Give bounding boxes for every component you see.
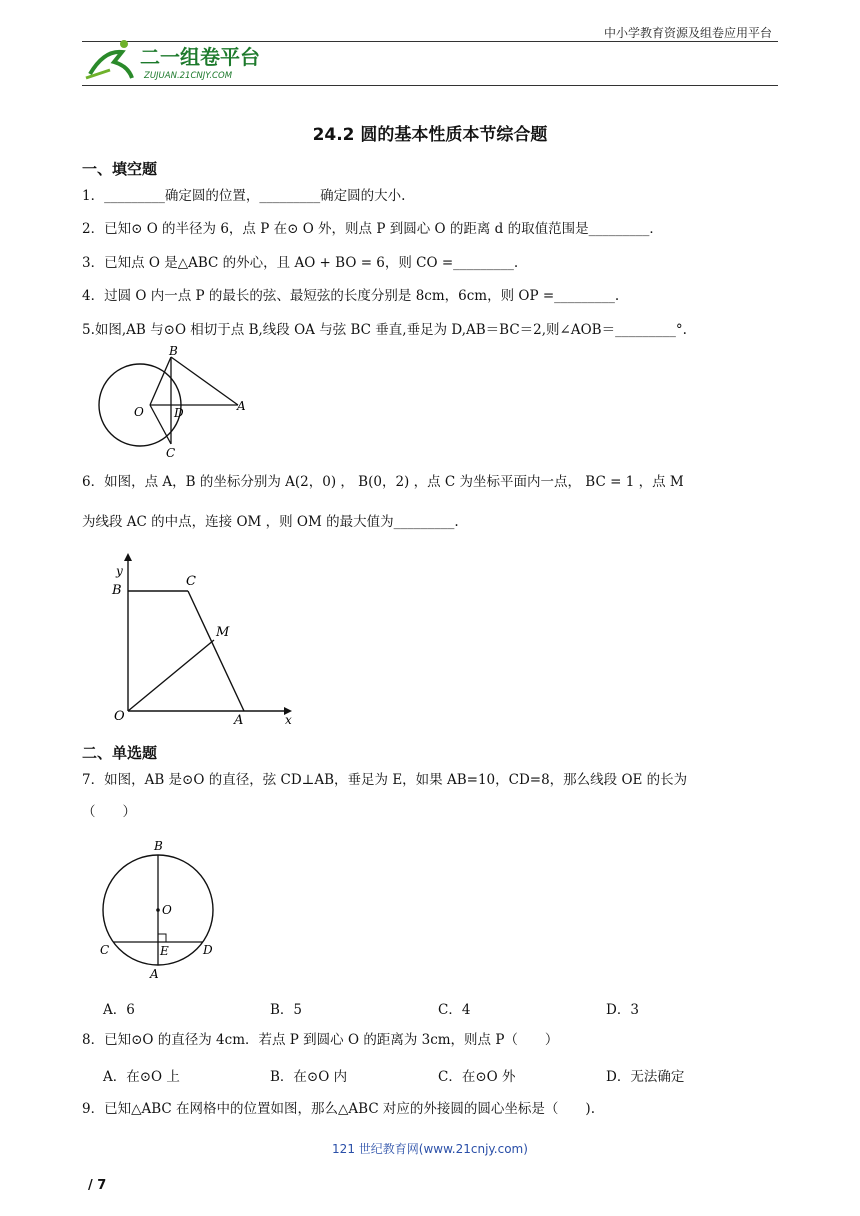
question-7-line-2: （ ） <box>82 804 136 820</box>
fig6-label-y: y <box>116 564 123 578</box>
figure-q6 <box>106 548 306 728</box>
fig6-label-O: O <box>114 709 125 724</box>
fig6-label-B: B <box>112 583 122 598</box>
fig7-label-A: A <box>150 967 159 981</box>
q7-option-d[interactable]: D．3 <box>606 1002 639 1018</box>
fig5-label-A: A <box>237 399 246 413</box>
question-6-line-1: 6．如图，点 A，B 的坐标分别为 A(2，0) ， B(0，2) ，点 C 为坐标平面内一点， BC = 1 ，点 M <box>82 474 684 490</box>
fig5-label-B: B <box>169 344 178 358</box>
fig5-label-C: C <box>166 446 176 460</box>
page-number: / 7 <box>88 1178 107 1193</box>
fig5-label-O: O <box>134 405 144 419</box>
figure-q7 <box>96 836 226 984</box>
q8-option-a[interactable]: A．在⊙O 上 <box>103 1069 180 1085</box>
section-heading-fill-blank: 一、填空题 <box>82 160 158 178</box>
fig7-label-D: D <box>203 943 213 957</box>
figure-q5 <box>96 342 256 460</box>
fig7-label-O: O <box>162 903 172 917</box>
svg-text:二一组卷平台: 二一组卷平台 <box>140 45 260 69</box>
fig7-label-B: B <box>154 839 163 853</box>
q7-option-c[interactable]: C．4 <box>438 1002 471 1018</box>
question-7-line-1: 7．如图，AB 是⊙O 的直径，弦 CD⊥AB，垂足为 E，如果 AB=10，CD=8，那么线段 OE 的长为 <box>82 772 688 788</box>
question-9: 9．已知△ABC 在网格中的位置如图，那么△ABC 对应的外接圆的圆心坐标是（ ). <box>82 1101 595 1117</box>
question-3: 3．已知点 O 是△ABC 的外心，且 AO + BO = 6，则 CO =_________. <box>82 255 519 271</box>
q7-option-b[interactable]: B．5 <box>270 1002 303 1018</box>
fig6-label-C: C <box>186 574 196 589</box>
fig5-label-D: D <box>174 406 184 420</box>
question-2: 2．已知⊙ O 的半径为 6，点 P 在⊙ O 外，则点 P 到圆心 O 的距离 d 的取值范围是_________． <box>82 221 663 237</box>
fig6-label-M: M <box>216 625 230 640</box>
page-footer: 121 世纪教育网(www.21cnjy.com) <box>332 1142 528 1156</box>
question-1: 1．_________确定圆的位置，_________确定圆的大小. <box>82 188 406 204</box>
fig6-label-x: x <box>285 713 292 727</box>
fig7-label-E: E <box>160 944 169 958</box>
section-heading-single-choice: 二、单选题 <box>82 744 158 762</box>
q8-option-c[interactable]: C．在⊙O 外 <box>438 1069 516 1085</box>
q7-option-a[interactable]: A．6 <box>103 1002 135 1018</box>
header-divider-bottom <box>82 85 778 86</box>
fig6-label-A: A <box>234 713 244 728</box>
question-6-line-2: 为线段 AC 的中点，连接 OM ，则 OM 的最大值为_________. <box>82 514 459 530</box>
platform-name: 中小学教育资源及组卷应用平台 <box>603 26 772 40</box>
q8-option-b[interactable]: B．在⊙O 内 <box>270 1069 348 1085</box>
question-5: 5.如图,AB 与⊙O 相切于点 B,线段 OA 与弦 BC 垂直,垂足为 D,AB＝BC＝2,则∠AOB＝_________°. <box>82 322 687 338</box>
question-8: 8．已知⊙O 的直径为 4cm．若点 P 到圆心 O 的距离为 3cm，则点 P（ ） <box>82 1032 559 1048</box>
page-title: 24.2 圆的基本性质本节综合题 <box>312 125 548 145</box>
site-logo <box>84 40 284 84</box>
question-4: 4．过圆 O 内一点 P 的最长的弦、最短弦的长度分别是 8cm，6cm，则 OP =_________. <box>82 288 620 304</box>
q8-option-d[interactable]: D．无法确定 <box>606 1069 685 1085</box>
fig7-label-C: C <box>100 943 110 957</box>
svg-text:ZUJUAN.21CNJY.COM: ZUJUAN.21CNJY.COM <box>144 71 233 81</box>
